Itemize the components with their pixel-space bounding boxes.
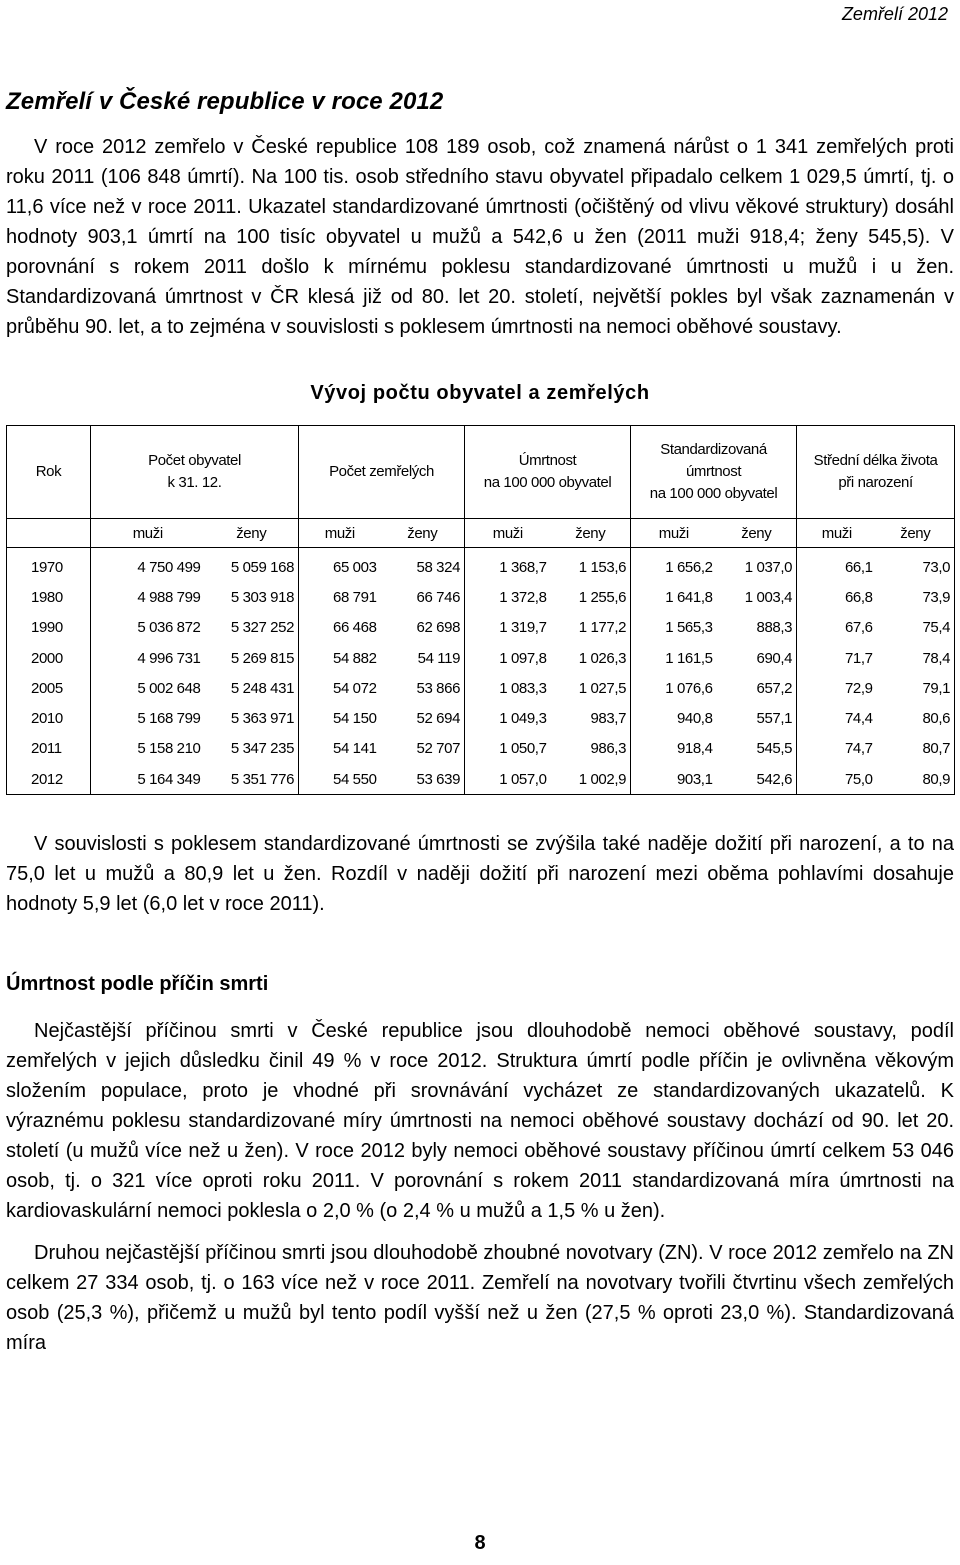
value-cell: 888,3 [717, 613, 797, 643]
value-cell: 80,6 [922, 710, 951, 728]
value-cell: 1 372,8 [499, 588, 547, 606]
causes-paragraph-2: Druhou nejčastější příčinou smrti jsou dlouhodobě zhoubné novotvary (ZN). V roce 2012 zemřelo na ZN celkem 27 334 osob, tj. o 163 více než v roce 2011. Zemřelí na novotvary tvořili čtvrtinu všech zemřelých osob (25,3 %), přičemž u mužů byl tento podíl vyšší než u žen (27,5 % oproti 23,0 %). Standardizovaná míra [6, 1242, 954, 1355]
table-row [7, 548, 955, 583]
header-rok: Rok [35, 463, 62, 480]
value-cell: 940,8 [676, 710, 713, 728]
value-cell: 1 255,6 [551, 582, 631, 612]
subheader-cell: muži [631, 519, 717, 548]
subheader-empty [7, 519, 91, 548]
header-population-line2: k 31. 12. [167, 474, 222, 491]
value-cell: 1 050,7 [499, 740, 547, 758]
value-cell: 74,4 [844, 710, 873, 728]
header-standardized-line1: Standardizovaná [660, 441, 767, 458]
value-cell: 690,4 [717, 643, 797, 673]
subheader-cell: muži [465, 519, 551, 548]
value-cell: 542,6 [717, 764, 797, 795]
value-cell: 545,5 [717, 734, 797, 764]
running-header: Zemřelí 2012 [841, 4, 948, 24]
value-cell: 557,1 [717, 703, 797, 733]
value-cell: 74,7 [844, 740, 873, 758]
value-cell: 1 153,6 [551, 548, 631, 583]
page-title: Zemřelí v České republice v roce 2012 [6, 88, 444, 115]
value-cell: 5 347 235 [205, 734, 299, 764]
value-cell: 5 036 872 [137, 619, 201, 637]
value-cell: 54 882 [333, 649, 377, 667]
table-row [7, 643, 955, 673]
value-cell: 66 746 [381, 582, 465, 612]
table-title: Vývoj počtu obyvatel a zemřelých [310, 382, 650, 404]
subheader-cell: ženy [205, 519, 299, 548]
table-row [7, 764, 955, 795]
table-subheader-row [7, 519, 955, 548]
value-cell: 54 141 [333, 740, 377, 758]
value-cell: 54 072 [333, 679, 377, 697]
causes-heading: Úmrtnost podle příčin smrti [6, 973, 269, 996]
value-cell: 78,4 [922, 649, 951, 667]
value-cell: 1 656,2 [665, 558, 713, 576]
value-cell: 903,1 [676, 770, 713, 788]
table-row [7, 734, 955, 764]
value-cell: 5 303 918 [205, 582, 299, 612]
value-cell: 983,7 [551, 703, 631, 733]
table-row [7, 582, 955, 612]
header-standardized-line3: na 100 000 obyvatel [649, 485, 778, 502]
value-cell: 1 565,3 [665, 619, 713, 637]
value-cell: 4 988 799 [137, 588, 201, 606]
value-cell: 79,1 [922, 679, 951, 697]
value-cell: 54 119 [381, 643, 465, 673]
value-cell: 1 368,7 [499, 558, 547, 576]
value-cell: 1 002,9 [551, 764, 631, 795]
value-cell: 1 057,0 [499, 770, 547, 788]
value-cell: 80,7 [922, 740, 951, 758]
year-cell: 2011 [7, 734, 91, 764]
value-cell: 52 694 [381, 703, 465, 733]
header-deaths: Počet zemřelých [299, 426, 465, 519]
subheader-cell: ženy [877, 519, 955, 548]
value-cell: 71,7 [844, 649, 873, 667]
header-population-line1: Počet obyvatel [148, 452, 241, 469]
value-cell: 5 168 799 [137, 710, 201, 728]
value-cell: 72,9 [844, 679, 873, 697]
value-cell: 1 319,7 [499, 619, 547, 637]
header-standardized [631, 426, 797, 519]
value-cell: 5 248 431 [205, 673, 299, 703]
year-cell: 2010 [7, 703, 91, 733]
header-mortality-line1: Úmrtnost [518, 452, 577, 469]
intro-paragraph: V roce 2012 zemřelo v České republice 108 189 osob, což znamená nárůst o 1 341 zemřelých proti roku 2011 (106 848 úmrtí). Na 100 tis. osob středního stavu obyvatel připadalo celkem 1 029,5 úmrtí, tj. o 11,6 více než v roce 2011. Ukazatel standardizované úmrtnosti (očištěný od vlivu věkové struktury) dosáhl hodnoty 903,1 úmrtí na 100 tisíc obyvatel u mužů a 542,6 u žen (2011 muži 918,4; ženy 545,5). V porovnání s rokem 2011 došlo k mírnému poklesu standardizované úmrtnosti u mužů i u žen. Standardizovaná úmrtnost v ČR klesá již od 80. let 20. století, největší pokles byl však zaznamenán v průběhu 90. let, a to zejména v souvislosti s poklesem úmrtnosti na nemoci oběhové soustavy. [6, 136, 954, 338]
table-row [7, 703, 955, 733]
header-mortality-line2: na 100 000 obyvatel [483, 474, 612, 491]
value-cell: 75,4 [922, 619, 951, 637]
value-cell: 918,4 [676, 740, 713, 758]
table-body [7, 548, 955, 795]
header-mortality [465, 426, 631, 519]
value-cell: 73,0 [922, 558, 951, 576]
value-cell: 67,6 [844, 619, 873, 637]
value-cell: 75,0 [844, 770, 873, 788]
value-cell: 52 707 [381, 734, 465, 764]
value-cell: 66 468 [333, 619, 377, 637]
value-cell: 5 158 210 [137, 740, 201, 758]
year-cell: 1990 [7, 613, 91, 643]
value-cell: 65 003 [333, 558, 377, 576]
value-cell: 53 866 [381, 673, 465, 703]
value-cell: 1 177,2 [551, 613, 631, 643]
subheader-cell: muži [91, 519, 205, 548]
value-cell: 58 324 [381, 548, 465, 583]
value-cell: 1 026,3 [551, 643, 631, 673]
value-cell: 5 327 252 [205, 613, 299, 643]
page-number: 8 [474, 1532, 486, 1554]
value-cell: 1 049,3 [499, 710, 547, 728]
value-cell: 1 003,4 [717, 582, 797, 612]
value-cell: 1 097,8 [499, 649, 547, 667]
value-cell: 657,2 [717, 673, 797, 703]
table-row [7, 613, 955, 643]
value-cell: 5 164 349 [137, 770, 201, 788]
value-cell: 66,1 [844, 558, 873, 576]
value-cell: 4 996 731 [137, 649, 201, 667]
value-cell: 54 550 [333, 770, 377, 788]
header-life-expectancy-line2: při narození [838, 474, 913, 491]
year-cell: 2000 [7, 643, 91, 673]
value-cell: 66,8 [844, 588, 873, 606]
table-row [7, 673, 955, 703]
value-cell: 73,9 [922, 588, 951, 606]
value-cell: 1 161,5 [665, 649, 713, 667]
value-cell: 54 150 [333, 710, 377, 728]
year-cell: 2005 [7, 673, 91, 703]
value-cell: 62 698 [381, 613, 465, 643]
value-cell: 1 037,0 [717, 548, 797, 583]
value-cell: 4 750 499 [137, 558, 201, 576]
value-cell: 1 641,8 [665, 588, 713, 606]
year-cell: 1980 [7, 582, 91, 612]
causes-paragraph-1: Nejčastější příčinou smrti v České republice jsou dlouhodobě nemoci oběhové soustavy, podíl zemřelých v jejich důsledku činil 49 % v roce 2012. Struktura úmrtí podle příčin je ovlivněna věkovým složením populace, proto je vhodné při srovnávání vycházet ze standardizovaných ukazatelů. K výraznému poklesu standardizované míry úmrtnosti na nemoci oběhové soustavy dochází od 90. let 20. století (u mužů více než u žen). V roce 2012 byly nemoci oběhové soustavy příčinou úmrtí celkem 53 046 osob, tj. o 321 více oproti roku 2011. V porovnání s rokem 2011 standardizovaná míra úmrtnosti na kardiovaskulární nemoci poklesla o 2,0 % (o 2,4 % u mužů a 1,5 % u žen). [6, 1020, 954, 1223]
value-cell: 1 083,3 [499, 679, 547, 697]
table-header-row [7, 426, 955, 519]
value-cell: 5 363 971 [205, 703, 299, 733]
spacer [6, 795, 954, 829]
header-life-expectancy-line1: Střední délka života [813, 452, 938, 469]
value-cell: 5 269 815 [205, 643, 299, 673]
value-cell: 5 351 776 [205, 764, 299, 795]
value-cell: 986,3 [551, 734, 631, 764]
header-standardized-line2: úmrtnost [685, 463, 742, 480]
page-content [6, 88, 954, 1358]
header-life-expectancy [797, 426, 955, 519]
subheader-cell: ženy [717, 519, 797, 548]
subheader-cell: ženy [381, 519, 465, 548]
subheader-cell: ženy [551, 519, 631, 548]
header-population [91, 426, 299, 519]
life-expectancy-paragraph: V souvislosti s poklesem standardizované úmrtnosti se zvýšila také naděje dožití při narození, a to na 75,0 let u mužů a 80,9 let u žen. Rozdíl v naději dožití při narození mezi oběma pohlavími dosahuje hodnoty 5,9 let (6,0 let v roce 2011). [6, 833, 954, 916]
value-cell: 80,9 [922, 770, 951, 788]
year-cell: 1970 [7, 548, 91, 583]
subheader-cell: muži [797, 519, 877, 548]
value-cell: 5 059 168 [205, 548, 299, 583]
value-cell: 1 027,5 [551, 673, 631, 703]
value-cell: 5 002 648 [137, 679, 201, 697]
value-cell: 1 076,6 [665, 679, 713, 697]
value-cell: 53 639 [381, 764, 465, 795]
value-cell: 68 791 [333, 588, 377, 606]
year-cell: 2012 [7, 764, 91, 795]
subheader-cell: muži [299, 519, 381, 548]
population-deaths-table [6, 425, 955, 795]
